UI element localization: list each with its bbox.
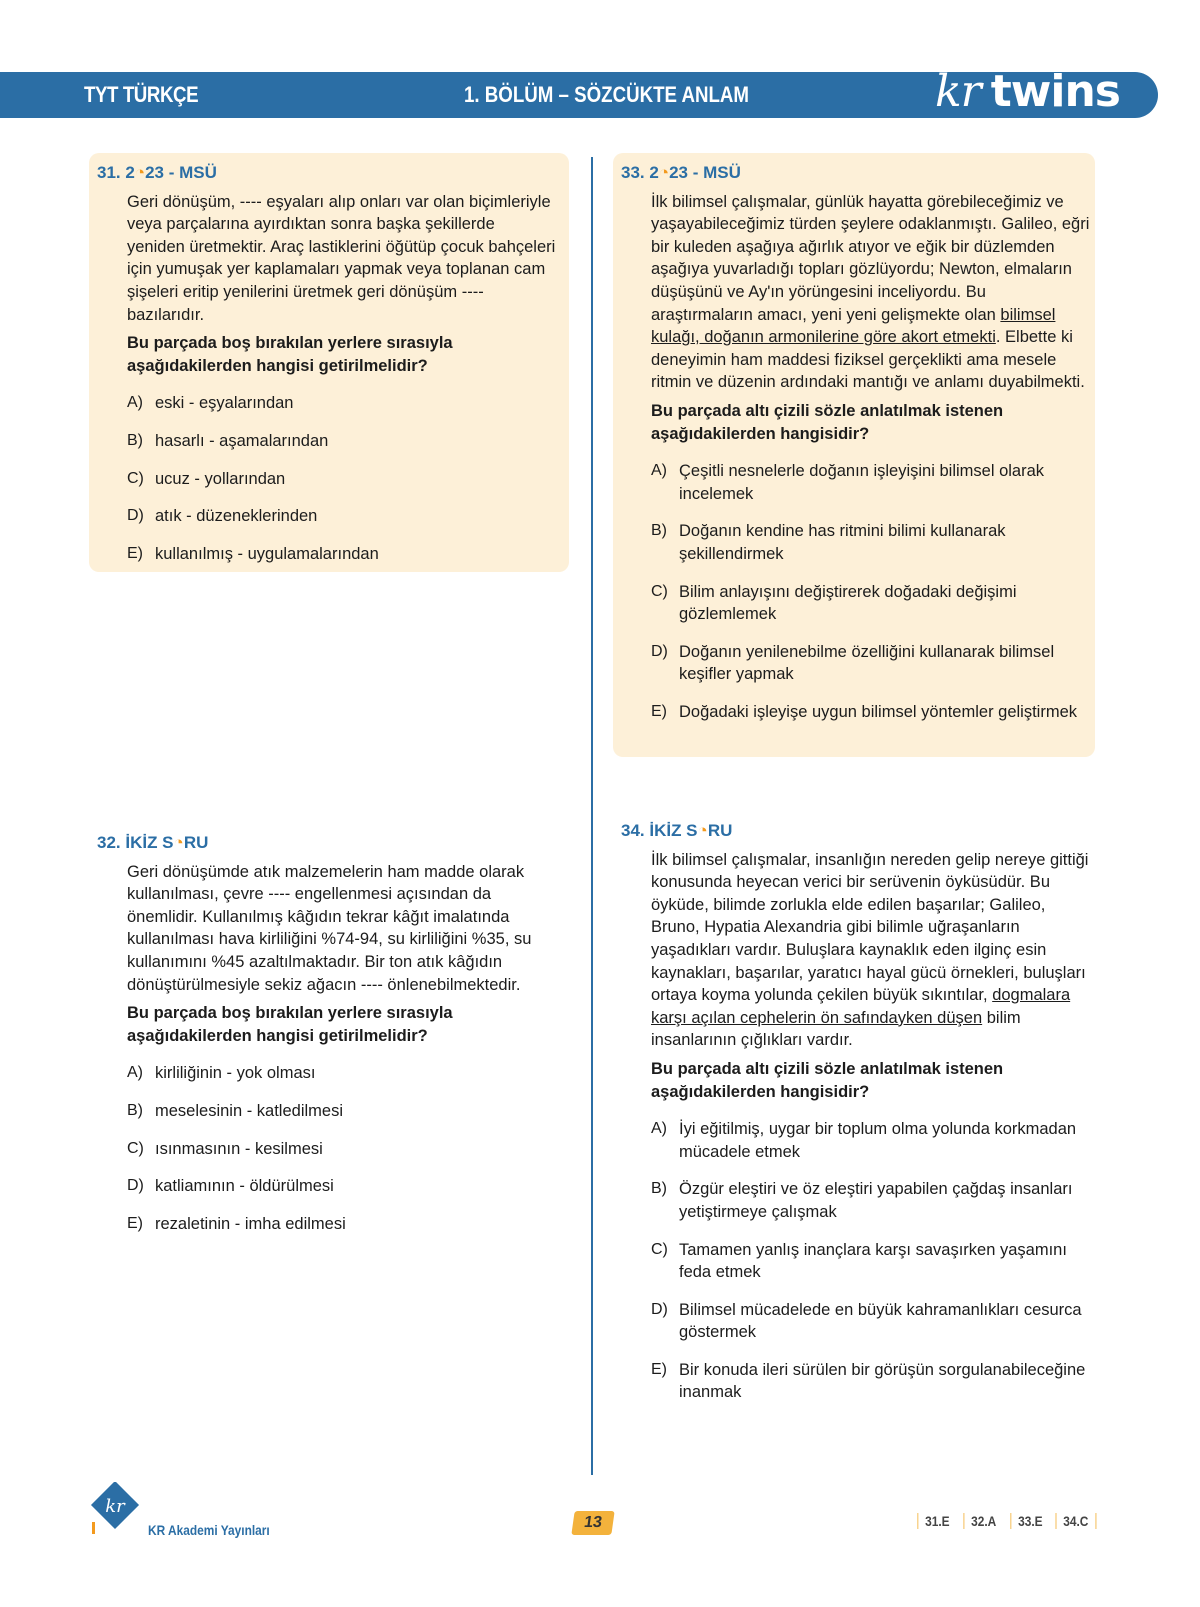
question-stem: Bu parçada altı çizili sözle anlatılmak istenen aşağıdakilerden hangisidir?	[651, 401, 1004, 443]
answer-33: 33.E	[1010, 1513, 1049, 1529]
question-stem: Bu parçada boş bırakılan yerlere sırasıyla aşağıdakilerden hangisi getirilmelidir?	[127, 334, 453, 375]
option-d[interactable]: D) Bilimsel mücadelede en büyük kahramanlıkları cesurca göstermek	[651, 1300, 1082, 1342]
clock-icon: ◔	[134, 163, 146, 182]
subject-title: TYT TÜRKÇE	[84, 82, 199, 107]
question-paragraph: Geri dönüşüm, ---- eşyaları alıp onları var olan biçimleriyle veya parçalarına ayırdıktan sonra başka şekillerde yeniden üretmektir. Araç lastiklerini öğütüp çocuk bahçeleri için yumuşak yer kaplamaları yapmak veya toplanan cam şişeleri eritip yenilerini üretmek geri dönüşüm ---- bazılarıdır.	[127, 192, 556, 324]
option-c[interactable]: C) Bilim anlayışını değiştirerek doğadaki değişimi gözlemlemek	[651, 582, 1017, 624]
option-e[interactable]: E) Doğadaki işleyişe uygun bilimsel yöntemler geliştirmek	[651, 702, 1077, 721]
option-a[interactable]: A) eski - eşyalarından	[127, 394, 294, 413]
option-b[interactable]: B) Doğanın kendine has ritmini bilimi kullanarak şekillendirmek	[651, 522, 1006, 563]
publisher-name: KR Akademi Yayınları	[148, 1522, 270, 1538]
clock-icon: ◔	[173, 833, 184, 852]
question-paragraph: İlk bilimsel çalışmalar, insanlığın nereden gelip nereye gittiği konusunda heyecan verici bir serüvenin öyküsüdür. Bu öyküde, bilimde zorlukla elde edilen başarılar; Galileo, Bruno, Hypatia Alexandria gibi bilimle uğraşanların yaşadıkları vardır. Buluşlara kaynaklık eden ilginç esin kaynakları, başarılar, yaratıcı hayal gücü örnekleri, buluşları ortaya koyma yolunda çekilen büyük sıkıntılar, dogmalara karşı açılan cephelerin ön safındayken düşen bilim insanlarının çığlıkları vardır.	[651, 850, 1089, 1050]
option-e[interactable]: E) Bir konuda ileri sürülen bir görüşün sorgulanabileceğine inanmak	[651, 1360, 1086, 1402]
question-number: 34. İKİZ S◔RU	[621, 821, 733, 840]
question-paragraph: Geri dönüşümde atık malzemelerin ham madde olarak kullanılması, çevre ---- engellenmesi açısından da önemlidir. Kullanılmış kâğıdın tekrar kâğıt imalatında kullanılması hava kirliliğini %74-94, su kirliliğini %35, su kullanımını %45 azaltılmaktadır. Bir ton atık kâğıdın dönüştürülmesiyle sekiz ağacın ---- önlenebilmektedir.	[127, 862, 532, 994]
question-stem: Bu parçada altı çizili sözle anlatılmak istenen aşağıdakilerden hangisidir?	[651, 1059, 1004, 1101]
question-number: 33. 2◔23 - MSÜ	[621, 163, 741, 182]
option-a[interactable]: A) Çeşitli nesnelerle doğanın işleyişini bilimsel olarak incelemek	[651, 462, 1045, 503]
option-c[interactable]: C) ucuz - yollarından	[127, 469, 286, 488]
clock-icon: ◔	[658, 163, 670, 182]
brand-logo: kr twins	[935, 66, 1120, 117]
section-title: 1. BÖLÜM – SÖZCÜKTE ANLAM	[464, 82, 750, 107]
answer-32: 32.A	[964, 1513, 1004, 1529]
column-divider	[591, 157, 593, 1475]
option-a[interactable]: A) kirliliğinin - yok olması	[127, 1064, 316, 1083]
question-34	[621, 820, 1091, 1404]
option-b[interactable]: B) Özgür eleştiri ve öz eleştiri yapabilen çağdaş insanları yetiştirmeye çalışmak	[651, 1180, 1073, 1221]
option-d[interactable]: D) Doğanın yenilenebilme özelliğini kullanarak bilimsel keşifler yapmak	[651, 642, 1055, 684]
page-number: 13	[571, 1511, 614, 1535]
question-number: 31. 2◔23 - MSÜ	[97, 163, 217, 182]
question-33	[621, 162, 1091, 723]
option-a[interactable]: A) İyi eğitilmiş, uygar bir toplum olma yolunda korkmadan mücadele etmek	[651, 1120, 1077, 1161]
question-31	[97, 162, 557, 565]
option-b[interactable]: B) meselesinin - katledilmesi	[127, 1101, 343, 1120]
svg-text:kr: kr	[105, 1496, 125, 1517]
option-c[interactable]: C) Tamamen yanlış inançlara karşı savaşırken yaşamını feda etmek	[651, 1240, 1067, 1282]
answer-key	[914, 1513, 1100, 1529]
option-e[interactable]: E) kullanılmış - uygulamalarından	[127, 544, 379, 563]
underlined-phrase: dogmalara karşı açılan cephelerin ön safındayken düşen	[651, 986, 1071, 1027]
page-header	[0, 66, 1158, 118]
option-b[interactable]: B) hasarlı - aşamalarından	[127, 431, 329, 450]
answer-31: 31.E	[918, 1513, 957, 1529]
option-c[interactable]: C) ısınmasının - kesilmesi	[127, 1139, 323, 1158]
clock-icon: ◔	[697, 821, 708, 840]
question-paragraph: İlk bilimsel çalışmalar, günlük hayatta görebileceğimiz ve yaşayabileceğimiz türden şeylere odaklanmıştı. Galileo, eğri bir kuleden aşağıya ağırlık atıyor ve eğik bir düzlemden aşağıya yuvarladığı topları gözlüyordu; Newton, elmaların düşüşünü ve Ay'ın yörüngesini inceliyordu. Bu araştırmaların amacı, yeni yeni gelişmekte olan bilimsel kulağı, doğanın armonilerine göre akort etmekti. Elbette ki deneyimin ham maddesi fiziksel gerçeklikti ama mesele ritmin ve düzenin ardındaki mantığı ve anlamı duyabilmekti.	[651, 192, 1090, 392]
question-32	[97, 832, 557, 1235]
option-d[interactable]: D) atık - düzeneklerinden	[127, 507, 318, 526]
underlined-phrase: bilimsel kulağı, doğanın armonilerine göre akort etmekti	[651, 305, 1056, 347]
option-d[interactable]: D) katliamının - öldürülmesi	[127, 1177, 334, 1196]
question-stem: Bu parçada boş bırakılan yerlere sırasıyla aşağıdakilerden hangisi getirilmelidir?	[127, 1004, 453, 1045]
publisher-logo-icon	[86, 1482, 142, 1538]
answer-34: 34.C	[1056, 1513, 1096, 1529]
option-e[interactable]: E) rezaletinin - imha edilmesi	[127, 1214, 346, 1233]
question-number: 32. İKİZ S◔RU	[97, 833, 209, 852]
